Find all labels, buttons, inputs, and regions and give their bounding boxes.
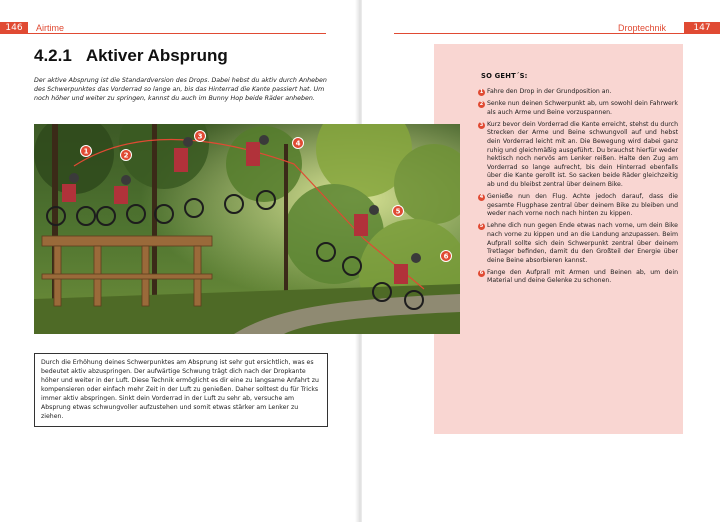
- info-box: Durch die Erhöhung deines Schwerpunktes am Absprung ist sehr gut ersichtlich, was es bedeutet aktiv abzuspringen. Der aufwärtige Schwung trägt dich nach der Dropkante höher und weiter in der Luft. Diese Technik ermöglicht es dir eine zu langsame Anfahrt zu kompensieren oder einfach mehr Zeit in der Luft zu genießen. Daher solltest du für Tricks immer aktiv abspringen. Sinkt dein Vorderrad in der Luft zu sehr ab, versuche am Absprung etwas schwungvoller aufzustehen und somit etwas stärker am Lenker zu ziehen.: [34, 353, 328, 427]
- step-item-5: 5 Lehne dich nun gegen Ende etwas nach vorne, um dein Bike nach vorne zu kippen und an die Landung anzupassen. Beim Aufprall sollte sich dein Schwerpunkt zentral über deinem Tretlager befinden, damit du den Großteil der Energie über deine Beine absorbieren kannst.: [479, 222, 678, 264]
- svg-text:3: 3: [197, 132, 203, 141]
- panel-title: SO GEHT´S:: [481, 72, 528, 80]
- svg-text:6: 6: [443, 252, 449, 261]
- step-badge: 2: [479, 101, 484, 108]
- step-item-6: 6 Fange den Aufprall mit Armen und Beinen ab, um dein Material und deine Gelenke zu schonen.: [479, 268, 678, 285]
- step-item-3: 3 Kurz bevor dein Vorderrad die Kante erreicht, stehst du durch Strecken der Arme und Beine schwungvoll auf und hebst dein Vorderrad leicht mit an. Die Bewegung wird dabei ganz ruhig und gleichmäßig ausgeführt. Du brauchst hierfür weder hektisch noch nervös am Lenker reißen. Halte den Zug am Vorderrad so lange aufrecht, bis dein Hinterrad ebenfalls über die Kante gerollt ist. So sacken beide Räder gleichzeitig ab und du bleibst zentral über deinem Bike.: [479, 120, 678, 188]
- photo-marker-1: [81, 146, 92, 157]
- svg-text:1: 1: [83, 147, 89, 156]
- section-number: 4.2.1: [34, 46, 72, 65]
- drop-sequence-photo: [34, 124, 460, 334]
- photo-marker-6: [441, 251, 452, 262]
- intro-paragraph: Der aktive Absprung ist die Standardversion des Drops. Dabei hebst du aktiv durch Anheben des Schwerpunktes das Vorderrad so lange an, bis das Hinterrad die Kante passiert hat. Um noch höher und weiter zu springen, kannst du auch im Bunny Hop beide Räder anheben.: [34, 77, 327, 103]
- step-item-4: 4 Genieße nun den Flug. Achte jedoch darauf, dass die gesamte Flugphase zentral über deinem Bike zu bleiben und weder nach vorne noch nach hinten zu kippen.: [479, 193, 678, 218]
- svg-text:5: 5: [395, 207, 401, 216]
- step-badge: 4: [479, 194, 484, 201]
- photo-marker-4: [293, 138, 304, 149]
- step-list: [478, 88, 678, 289]
- step-badge: 3: [479, 121, 484, 128]
- step-item-2: 2 Senke nun deinen Schwerpunkt ab, um sowohl dein Fahrwerk als auch Arme und Beine vorzuspannen.: [479, 100, 678, 116]
- photo-marker-2: [121, 150, 132, 161]
- svg-text:2: 2: [123, 151, 129, 160]
- svg-text:4: 4: [295, 139, 301, 148]
- section-heading: [34, 46, 228, 66]
- page-number-right: 147: [684, 22, 720, 34]
- step-badge: 1: [479, 89, 484, 95]
- running-head-right: Droptechnik: [618, 23, 667, 33]
- running-head-left: Airtime: [36, 23, 65, 33]
- step-badge: 6: [479, 269, 484, 276]
- photo-marker-3: [195, 131, 206, 142]
- page-number-left: 146: [0, 22, 28, 34]
- step-badge: 5: [479, 223, 484, 230]
- photo-marker-5: [393, 206, 404, 217]
- step-item-1: 1 Fahre den Drop in der Grundposition an.: [479, 88, 612, 95]
- instruction-panel: [434, 44, 683, 434]
- section-title: Aktiver Absprung: [85, 46, 228, 65]
